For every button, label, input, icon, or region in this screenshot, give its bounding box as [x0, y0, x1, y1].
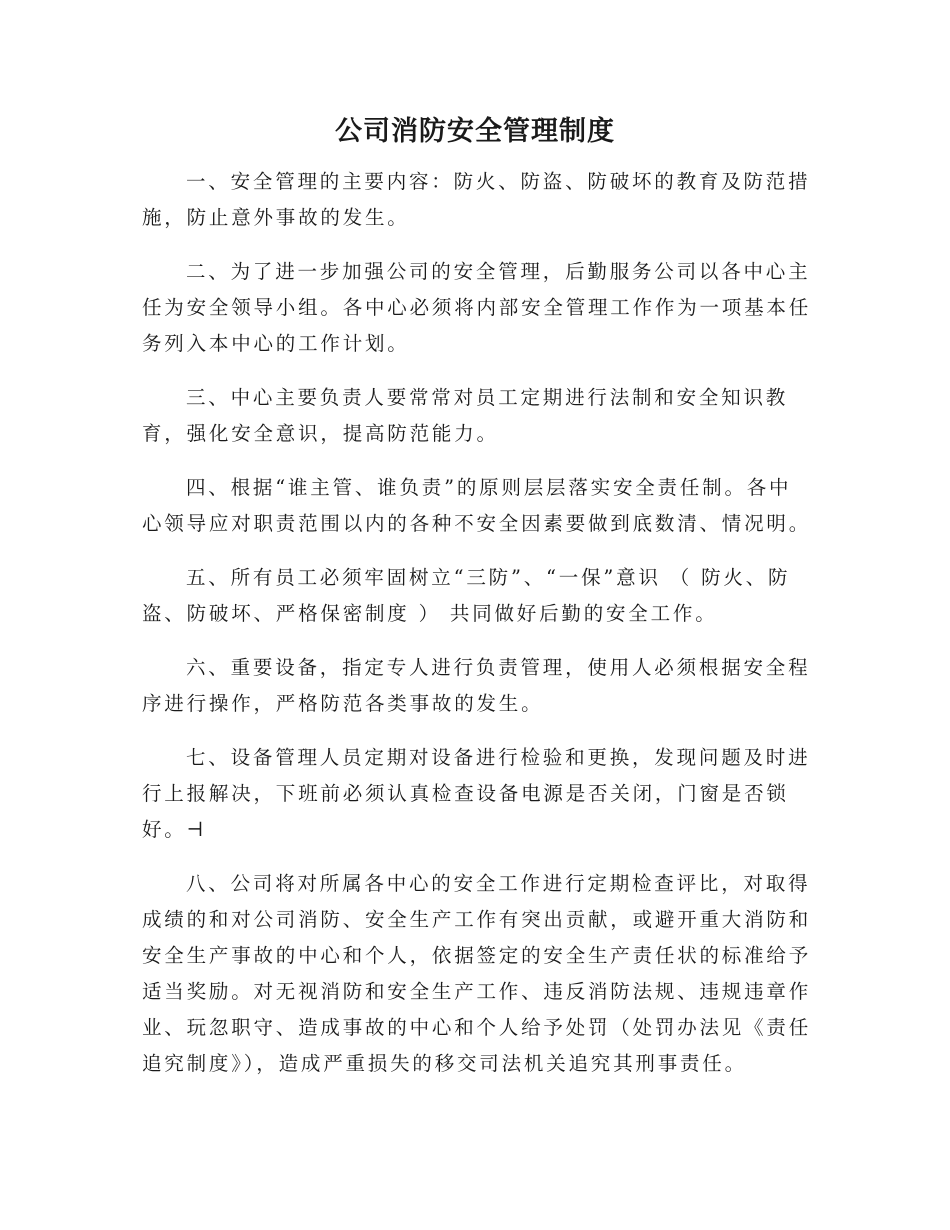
paragraph-line: 二、为了进一步加强公司的安全管理，后勤服务公司以各中心主	[186, 260, 811, 283]
paragraph-6	[142, 650, 811, 722]
paragraph-line: 八、公司将对所属各中心的安全工作进行定期检查评比，对取得	[186, 872, 811, 895]
paragraph-1	[142, 164, 811, 236]
paragraph-line: 盗、防破坏、严格保密制度 ） 共同做好后勤的安全工作。	[142, 602, 718, 625]
paragraph-line: 好。⊣	[142, 818, 207, 841]
paragraph-line: 五、所有员工必须牢固树立“三防”、“一保”意识 （ 防火、防	[186, 566, 791, 589]
paragraph-7	[142, 740, 811, 848]
paragraph-line: 四、根据“谁主管、谁负责”的原则层层落实安全责任制。各中	[186, 476, 792, 499]
paragraph-line: 序进行操作，严格防范各类事故的发生。	[142, 692, 544, 715]
paragraph-line: 三、中心主要负责人要常常对员工定期进行法制和安全知识教	[186, 386, 789, 409]
paragraph-line: 七、设备管理人员定期对设备进行检验和更换，发现问题及时进	[186, 746, 811, 769]
paragraph-5	[142, 560, 806, 632]
paragraph-8	[142, 866, 812, 1082]
paragraph-line: 心领导应对职责范围以内的各种不安全因素要做到底数清、情况明。	[142, 512, 812, 535]
paragraph-line: 业、玩忽职守、造成事故的中心和个人给予处罚（处罚办法见《责任	[142, 1016, 812, 1039]
paragraph-line: 务列入本中心的工作计划。	[142, 332, 410, 355]
paragraph-line: 成绩的和对公司消防、安全生产工作有突出贡献，或避开重大消防和	[142, 908, 812, 931]
paragraph-line: 追究制度》），造成严重损失的移交司法机关追究其刑事责任。	[142, 1052, 747, 1075]
paragraph-line: 安全生产事故的中心和个人，依据签定的安全生产责任状的标准给予	[142, 944, 812, 967]
paragraph-line: 一、安全管理的主要内容：防火、防盗、防破坏的教育及防范措	[186, 170, 811, 193]
paragraph-line: 适当奖励。对无视消防和安全生产工作、违反消防法规、违规违章作	[142, 980, 812, 1003]
paragraph-4	[142, 470, 812, 542]
paragraph-line: 六、重要设备，指定专人进行负责管理，使用人必须根据安全程	[186, 656, 811, 679]
paragraph-line: 行上报解决，下班前必须认真检查设备电源是否关闭，门窗是否锁	[142, 782, 789, 805]
paragraph-line: 施，防止意外事故的发生。	[142, 206, 410, 229]
paragraph-2	[142, 254, 812, 362]
paragraph-3	[142, 380, 806, 452]
document-body	[142, 164, 812, 1100]
paragraph-line: 育，强化安全意识，提高防范能力。	[142, 422, 499, 445]
document-title: 公司消防安全管理制度	[335, 116, 615, 147]
paragraph-line: 任为安全领导小组。各中心必须将内部安全管理工作作为一项基本任	[142, 296, 812, 319]
